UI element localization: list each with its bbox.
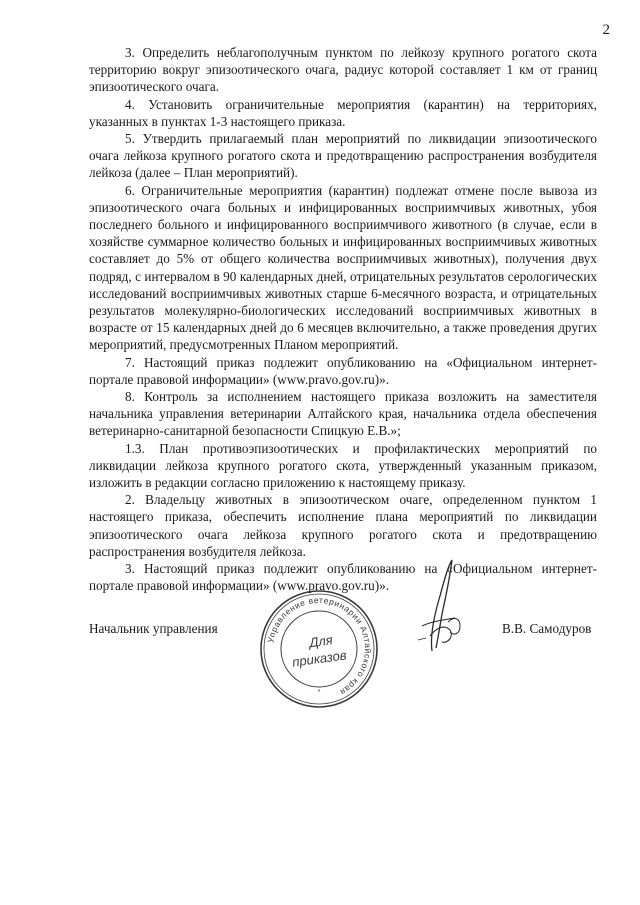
paragraph-3-final: 3. Настоящий приказ подлежит опубликованию на «Официальном интернет-портале правовой информации» (www.pravo.gov.ru)». (89, 561, 597, 594)
stamp-star-icon: * (317, 689, 321, 696)
paragraph-7: 7. Настоящий приказ подлежит опубликованию на «Официальном интернет-портале правовой информации» (www.pravo.gov.ru)». (89, 354, 597, 387)
signatory-name: В.В. Самодуров (502, 621, 592, 636)
paragraph-3: 3. Определить неблагополучным пунктом по лейкозу крупного рогатого скота территорию вокруг эпизоотического очага, радиус которой составляет 1 км от границ эпизоотического очага. (89, 45, 597, 95)
page-number: 2 (602, 22, 610, 38)
signatory-position: Начальник управления (89, 621, 218, 636)
paragraph-4: 4. Установить ограничительные мероприятия (карантин) на территориях, указанных в пунктах 1-3 настоящего приказа. (89, 96, 597, 129)
stamp-ring-text: Управление ветеринарии Алтайского края (265, 594, 374, 698)
paragraph-2: 2. Владельцу животных в эпизоотическом очаге, определенном пунктом 1 настоящего приказа, обеспечить исполнение плана мероприятий по ликвидации эпизоотического очага лейкоза крупного рогатого скота и предотвращению распространения возбудителя лейкоза. (89, 492, 597, 559)
handwritten-signature (400, 556, 480, 656)
stamp-center-line1: Для (308, 632, 334, 651)
paragraph-6: 6. Ограничительные мероприятия (карантин) подлежат отмене после вывоза из эпизоотического очага больных и инфицированных восприимчивых животных, убоя последнего больного и инфицированного восприимчивого животного (в случае, если в хозяйстве суммарное количество больных и инфицированных восприимчивых животных составляет до 5% от общего количества восприимчивых животных), получения двух подряд, с интервалом в 90 календарных дней, отрицательных результатов серологических исследований восприимчивых животных старше 6-месячного возраста, и отрицательных результатов молекулярно-биологических исследований восприимчивых животных в возрасте от 15 календарных дней до 6 месяцев включительно, а также проведения других мероприятий, предусмотренных Планом мероприятий. (89, 182, 597, 353)
paragraph-5: 5. Утвердить прилагаемый план мероприятий по ликвидации эпизоотического очага лейкоза крупного рогатого скота и предотвращению распространения возбудителя лейкоза (далее – План мероприятий). (89, 131, 597, 181)
document-body (89, 44, 597, 595)
stamp-center-line2: приказов (291, 647, 348, 670)
paragraph-1-3: 1.3. План противоэпизоотических и профилактических мероприятий по ликвидации лейкоза крупного рогатого скота, утвержденный указанным приказом, изложить в редакции согласно приложению к настоящему приказу. (89, 440, 597, 491)
paragraph-8: 8. Контроль за исполнением настоящего приказа возложить на заместителя начальника управления ветеринарии Алтайского края, начальника отдела обеспечения ветеринарно-санитарной безопасности Спицкую Е.В.»; (89, 389, 597, 439)
official-stamp (258, 588, 380, 710)
